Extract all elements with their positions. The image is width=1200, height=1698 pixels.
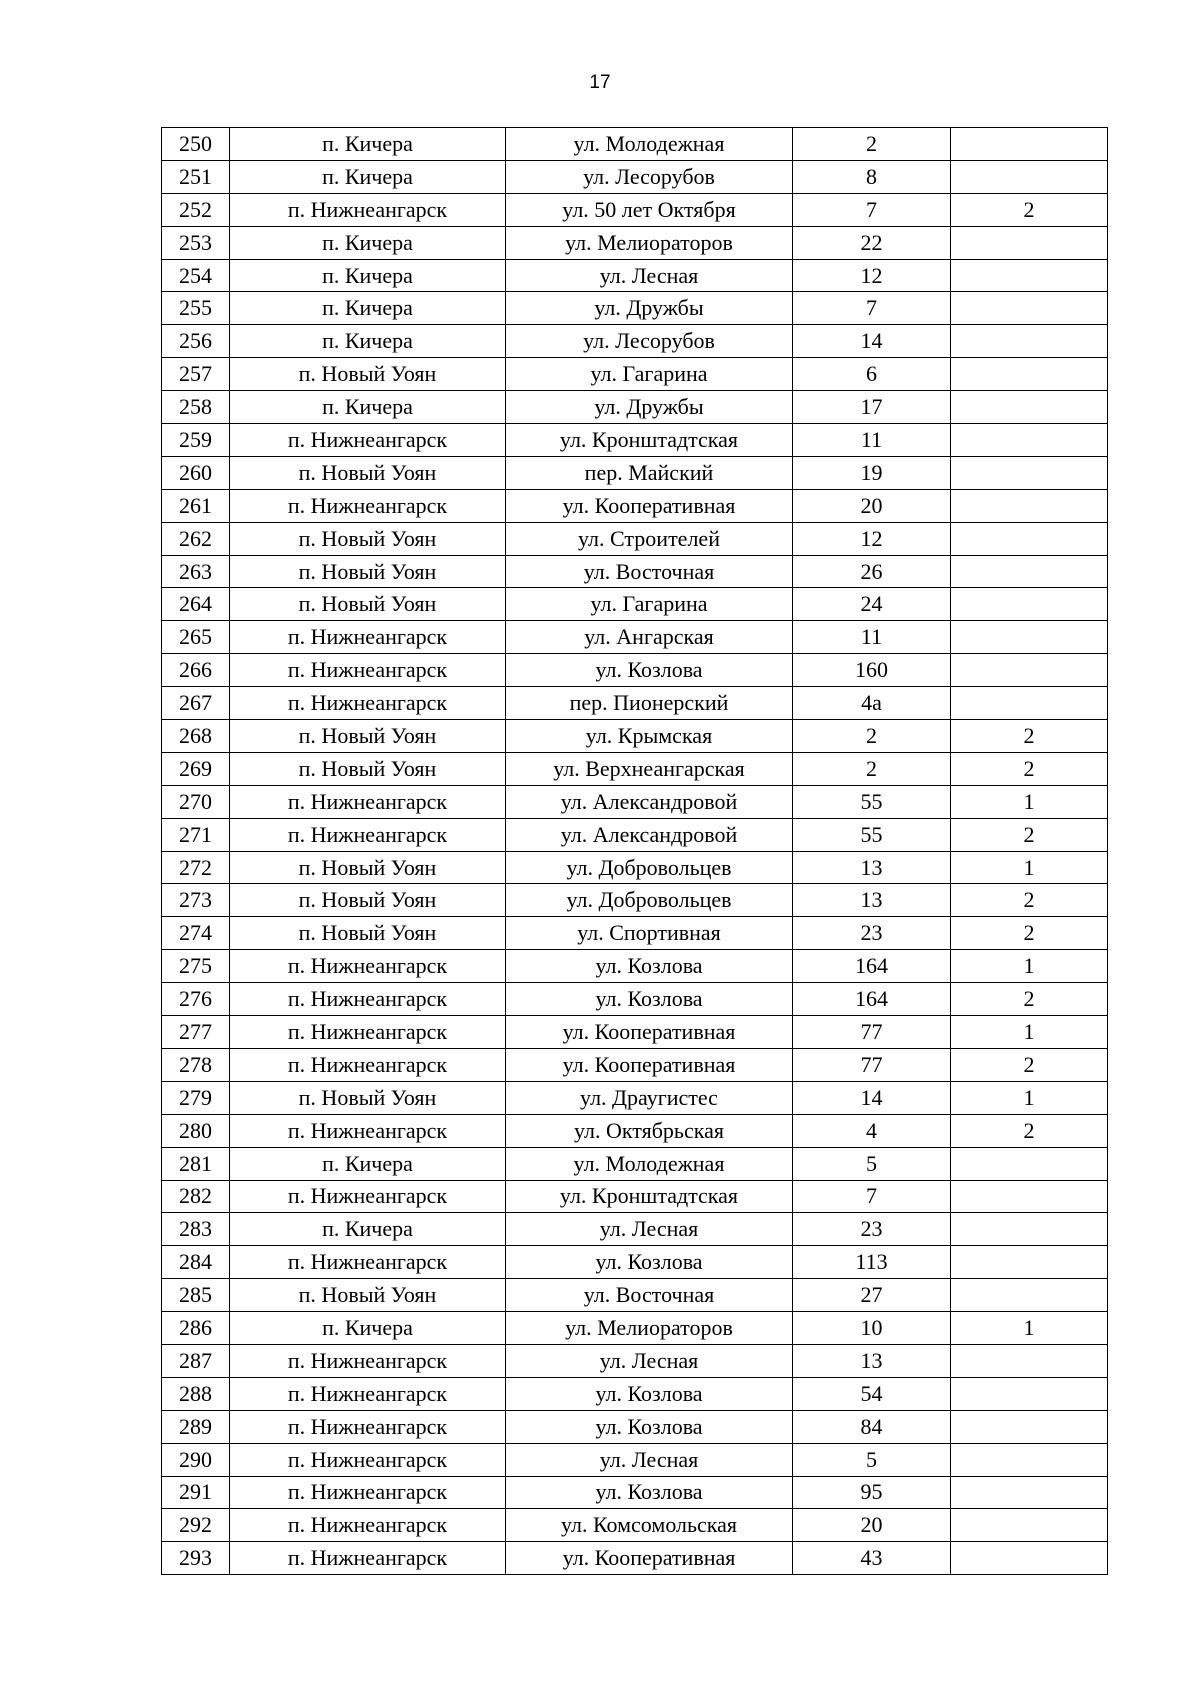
apartment-number-cell: 2 (951, 983, 1108, 1016)
apartment-number-cell (951, 1246, 1108, 1279)
street-cell: ул. Добровольцев (506, 884, 793, 917)
row-number-cell: 275 (162, 950, 230, 983)
table-row (162, 1180, 1108, 1213)
settlement-cell: п. Нижнеангарск (230, 1410, 506, 1443)
row-number-cell: 285 (162, 1279, 230, 1312)
apartment-number-cell (951, 325, 1108, 358)
street-cell: ул. Александровой (506, 785, 793, 818)
table-row (162, 1048, 1108, 1081)
street-cell: ул. Лесная (506, 1443, 793, 1476)
house-number-cell: 13 (793, 851, 951, 884)
street-cell: ул. Крымская (506, 720, 793, 753)
settlement-cell: п. Нижнеангарск (230, 1114, 506, 1147)
street-cell: ул. Козлова (506, 1246, 793, 1279)
apartment-number-cell (951, 424, 1108, 457)
settlement-cell: п. Новый Уоян (230, 1279, 506, 1312)
table-row (162, 588, 1108, 621)
table-row (162, 1016, 1108, 1049)
house-number-cell: 2 (793, 128, 951, 161)
settlement-cell: п. Кичера (230, 160, 506, 193)
street-cell: ул. Кооперативная (506, 1016, 793, 1049)
apartment-number-cell (951, 588, 1108, 621)
apartment-number-cell: 2 (951, 752, 1108, 785)
table-row (162, 785, 1108, 818)
house-number-cell: 164 (793, 950, 951, 983)
settlement-cell: п. Нижнеангарск (230, 950, 506, 983)
street-cell: ул. Кооперативная (506, 489, 793, 522)
settlement-cell: п. Новый Уоян (230, 720, 506, 753)
street-cell: ул. Строителей (506, 522, 793, 555)
apartment-number-cell: 1 (951, 1016, 1108, 1049)
street-cell: ул. Кронштадтская (506, 424, 793, 457)
row-number-cell: 252 (162, 193, 230, 226)
house-number-cell: 19 (793, 456, 951, 489)
street-cell: ул. Козлова (506, 983, 793, 1016)
row-number-cell: 257 (162, 358, 230, 391)
settlement-cell: п. Нижнеангарск (230, 489, 506, 522)
table-row (162, 1509, 1108, 1542)
house-number-cell: 26 (793, 555, 951, 588)
settlement-cell: п. Нижнеангарск (230, 1509, 506, 1542)
house-number-cell: 23 (793, 1213, 951, 1246)
street-cell: ул. Гагарина (506, 358, 793, 391)
row-number-cell: 279 (162, 1081, 230, 1114)
row-number-cell: 263 (162, 555, 230, 588)
street-cell: ул. Козлова (506, 1410, 793, 1443)
row-number-cell: 259 (162, 424, 230, 457)
row-number-cell: 282 (162, 1180, 230, 1213)
street-cell: ул. Спортивная (506, 917, 793, 950)
settlement-cell: п. Новый Уоян (230, 358, 506, 391)
apartment-number-cell (951, 292, 1108, 325)
apartment-number-cell (951, 1542, 1108, 1575)
row-number-cell: 260 (162, 456, 230, 489)
row-number-cell: 265 (162, 621, 230, 654)
table-row (162, 1476, 1108, 1509)
row-number-cell: 288 (162, 1377, 230, 1410)
settlement-cell: п. Нижнеангарск (230, 621, 506, 654)
apartment-number-cell: 2 (951, 917, 1108, 950)
table-row (162, 1147, 1108, 1180)
street-cell: ул. Козлова (506, 950, 793, 983)
table-row (162, 1542, 1108, 1575)
settlement-cell: п. Новый Уоян (230, 522, 506, 555)
house-number-cell: 20 (793, 489, 951, 522)
settlement-cell: п. Нижнеангарск (230, 1443, 506, 1476)
settlement-cell: п. Новый Уоян (230, 555, 506, 588)
row-number-cell: 293 (162, 1542, 230, 1575)
table-row (162, 621, 1108, 654)
table-row (162, 522, 1108, 555)
apartment-number-cell (951, 160, 1108, 193)
row-number-cell: 274 (162, 917, 230, 950)
apartment-number-cell (951, 1279, 1108, 1312)
row-number-cell: 290 (162, 1443, 230, 1476)
street-cell: пер. Майский (506, 456, 793, 489)
house-number-cell: 54 (793, 1377, 951, 1410)
table-row (162, 720, 1108, 753)
row-number-cell: 264 (162, 588, 230, 621)
row-number-cell: 267 (162, 687, 230, 720)
house-number-cell: 11 (793, 621, 951, 654)
apartment-number-cell (951, 522, 1108, 555)
settlement-cell: п. Кичера (230, 391, 506, 424)
house-number-cell: 13 (793, 884, 951, 917)
settlement-cell: п. Нижнеангарск (230, 818, 506, 851)
apartment-number-cell (951, 1180, 1108, 1213)
table-row (162, 160, 1108, 193)
row-number-cell: 261 (162, 489, 230, 522)
row-number-cell: 250 (162, 128, 230, 161)
house-number-cell: 7 (793, 1180, 951, 1213)
table-row (162, 1246, 1108, 1279)
settlement-cell: п. Кичера (230, 292, 506, 325)
row-number-cell: 255 (162, 292, 230, 325)
house-number-cell: 55 (793, 818, 951, 851)
table-row (162, 259, 1108, 292)
apartment-number-cell (951, 489, 1108, 522)
row-number-cell: 281 (162, 1147, 230, 1180)
street-cell: ул. Дружбы (506, 391, 793, 424)
table-row (162, 1213, 1108, 1246)
house-number-cell: 12 (793, 522, 951, 555)
street-cell: ул. Кооперативная (506, 1542, 793, 1575)
row-number-cell: 287 (162, 1344, 230, 1377)
settlement-cell: п. Новый Уоян (230, 752, 506, 785)
row-number-cell: 269 (162, 752, 230, 785)
apartment-number-cell: 1 (951, 1081, 1108, 1114)
apartment-number-cell (951, 358, 1108, 391)
street-cell: ул. Комсомольская (506, 1509, 793, 1542)
street-cell: ул. Молодежная (506, 1147, 793, 1180)
street-cell: ул. Восточная (506, 555, 793, 588)
row-number-cell: 283 (162, 1213, 230, 1246)
table-row (162, 983, 1108, 1016)
street-cell: ул. Мелиораторов (506, 226, 793, 259)
house-number-cell: 14 (793, 1081, 951, 1114)
house-number-cell: 6 (793, 358, 951, 391)
settlement-cell: п. Новый Уоян (230, 884, 506, 917)
table-row (162, 917, 1108, 950)
house-number-cell: 27 (793, 1279, 951, 1312)
table-row (162, 456, 1108, 489)
row-number-cell: 251 (162, 160, 230, 193)
street-cell: ул. Молодежная (506, 128, 793, 161)
address-table (161, 127, 1108, 1575)
apartment-number-cell (951, 687, 1108, 720)
street-cell: ул. Лесная (506, 259, 793, 292)
settlement-cell: п. Новый Уоян (230, 917, 506, 950)
table-row (162, 1114, 1108, 1147)
house-number-cell: 5 (793, 1443, 951, 1476)
apartment-number-cell (951, 1443, 1108, 1476)
house-number-cell: 2 (793, 752, 951, 785)
house-number-cell: 10 (793, 1312, 951, 1345)
street-cell: ул. Верхнеангарская (506, 752, 793, 785)
row-number-cell: 286 (162, 1312, 230, 1345)
settlement-cell: п. Нижнеангарск (230, 654, 506, 687)
table-row (162, 325, 1108, 358)
page-number: 17 (589, 72, 611, 93)
settlement-cell: п. Кичера (230, 325, 506, 358)
street-cell: ул. Лесная (506, 1344, 793, 1377)
house-number-cell: 22 (793, 226, 951, 259)
settlement-cell: п. Кичера (230, 1213, 506, 1246)
apartment-number-cell (951, 555, 1108, 588)
row-number-cell: 276 (162, 983, 230, 1016)
row-number-cell: 270 (162, 785, 230, 818)
settlement-cell: п. Кичера (230, 1147, 506, 1180)
street-cell: ул. Дружбы (506, 292, 793, 325)
settlement-cell: п. Новый Уоян (230, 456, 506, 489)
house-number-cell: 160 (793, 654, 951, 687)
table-row (162, 884, 1108, 917)
row-number-cell: 272 (162, 851, 230, 884)
apartment-number-cell (951, 1147, 1108, 1180)
apartment-number-cell (951, 456, 1108, 489)
apartment-number-cell (951, 1410, 1108, 1443)
apartment-number-cell: 2 (951, 884, 1108, 917)
street-cell: ул. Добровольцев (506, 851, 793, 884)
street-cell: ул. Кронштадтская (506, 1180, 793, 1213)
house-number-cell: 77 (793, 1048, 951, 1081)
apartment-number-cell: 1 (951, 950, 1108, 983)
settlement-cell: п. Нижнеангарск (230, 1377, 506, 1410)
table-row (162, 654, 1108, 687)
settlement-cell: п. Кичера (230, 1312, 506, 1345)
street-cell: ул. Козлова (506, 1476, 793, 1509)
table-row (162, 391, 1108, 424)
house-number-cell: 4 (793, 1114, 951, 1147)
row-number-cell: 253 (162, 226, 230, 259)
apartment-number-cell: 1 (951, 851, 1108, 884)
settlement-cell: п. Новый Уоян (230, 851, 506, 884)
apartment-number-cell (951, 128, 1108, 161)
house-number-cell: 13 (793, 1344, 951, 1377)
table-row (162, 1443, 1108, 1476)
table-row (162, 818, 1108, 851)
table-row (162, 292, 1108, 325)
table-row (162, 1279, 1108, 1312)
street-cell: ул. Октябрьская (506, 1114, 793, 1147)
street-cell: ул. 50 лет Октября (506, 193, 793, 226)
settlement-cell: п. Нижнеангарск (230, 785, 506, 818)
table-row (162, 424, 1108, 457)
table-row (162, 128, 1108, 161)
house-number-cell: 23 (793, 917, 951, 950)
house-number-cell: 95 (793, 1476, 951, 1509)
apartment-number-cell: 1 (951, 1312, 1108, 1345)
table-row (162, 752, 1108, 785)
row-number-cell: 280 (162, 1114, 230, 1147)
house-number-cell: 11 (793, 424, 951, 457)
settlement-cell: п. Новый Уоян (230, 588, 506, 621)
apartment-number-cell: 2 (951, 720, 1108, 753)
row-number-cell: 254 (162, 259, 230, 292)
table-row (162, 1410, 1108, 1443)
house-number-cell: 20 (793, 1509, 951, 1542)
house-number-cell: 164 (793, 983, 951, 1016)
apartment-number-cell (951, 226, 1108, 259)
row-number-cell: 268 (162, 720, 230, 753)
row-number-cell: 266 (162, 654, 230, 687)
apartment-number-cell (951, 1213, 1108, 1246)
apartment-number-cell (951, 654, 1108, 687)
apartment-number-cell: 2 (951, 1114, 1108, 1147)
apartment-number-cell: 2 (951, 193, 1108, 226)
apartment-number-cell (951, 1509, 1108, 1542)
house-number-cell: 12 (793, 259, 951, 292)
settlement-cell: п. Новый Уоян (230, 1081, 506, 1114)
row-number-cell: 258 (162, 391, 230, 424)
apartment-number-cell (951, 259, 1108, 292)
house-number-cell: 24 (793, 588, 951, 621)
house-number-cell: 2 (793, 720, 951, 753)
table-row (162, 687, 1108, 720)
street-cell: ул. Лесорубов (506, 325, 793, 358)
house-number-cell: 55 (793, 785, 951, 818)
street-cell: ул. Лесная (506, 1213, 793, 1246)
settlement-cell: п. Кичера (230, 226, 506, 259)
street-cell: ул. Восточная (506, 1279, 793, 1312)
settlement-cell: п. Нижнеангарск (230, 1048, 506, 1081)
house-number-cell: 17 (793, 391, 951, 424)
apartment-number-cell (951, 391, 1108, 424)
apartment-number-cell (951, 1476, 1108, 1509)
row-number-cell: 277 (162, 1016, 230, 1049)
row-number-cell: 256 (162, 325, 230, 358)
apartment-number-cell (951, 1377, 1108, 1410)
address-table-body (162, 128, 1108, 1575)
house-number-cell: 14 (793, 325, 951, 358)
settlement-cell: п. Нижнеангарск (230, 424, 506, 457)
row-number-cell: 278 (162, 1048, 230, 1081)
house-number-cell: 77 (793, 1016, 951, 1049)
row-number-cell: 273 (162, 884, 230, 917)
street-cell: ул. Козлова (506, 1377, 793, 1410)
table-row (162, 1312, 1108, 1345)
settlement-cell: п. Нижнеангарск (230, 1344, 506, 1377)
house-number-cell: 8 (793, 160, 951, 193)
street-cell: ул. Гагарина (506, 588, 793, 621)
settlement-cell: п. Кичера (230, 259, 506, 292)
settlement-cell: п. Нижнеангарск (230, 983, 506, 1016)
settlement-cell: п. Нижнеангарск (230, 193, 506, 226)
table-row (162, 555, 1108, 588)
table-row (162, 1344, 1108, 1377)
settlement-cell: п. Нижнеангарск (230, 1542, 506, 1575)
street-cell: ул. Драугистес (506, 1081, 793, 1114)
row-number-cell: 284 (162, 1246, 230, 1279)
apartment-number-cell: 2 (951, 818, 1108, 851)
apartment-number-cell: 2 (951, 1048, 1108, 1081)
table-row (162, 851, 1108, 884)
row-number-cell: 262 (162, 522, 230, 555)
settlement-cell: п. Нижнеангарск (230, 1476, 506, 1509)
street-cell: ул. Мелиораторов (506, 1312, 793, 1345)
house-number-cell: 84 (793, 1410, 951, 1443)
house-number-cell: 7 (793, 193, 951, 226)
table-row (162, 489, 1108, 522)
street-cell: пер. Пионерский (506, 687, 793, 720)
settlement-cell: п. Нижнеангарск (230, 687, 506, 720)
street-cell: ул. Александровой (506, 818, 793, 851)
house-number-cell: 43 (793, 1542, 951, 1575)
house-number-cell: 113 (793, 1246, 951, 1279)
table-row (162, 950, 1108, 983)
street-cell: ул. Лесорубов (506, 160, 793, 193)
table-row (162, 193, 1108, 226)
apartment-number-cell: 1 (951, 785, 1108, 818)
street-cell: ул. Кооперативная (506, 1048, 793, 1081)
settlement-cell: п. Кичера (230, 128, 506, 161)
row-number-cell: 291 (162, 1476, 230, 1509)
row-number-cell: 292 (162, 1509, 230, 1542)
street-cell: ул. Козлова (506, 654, 793, 687)
table-row (162, 1377, 1108, 1410)
house-number-cell: 4а (793, 687, 951, 720)
settlement-cell: п. Нижнеангарск (230, 1246, 506, 1279)
house-number-cell: 7 (793, 292, 951, 325)
apartment-number-cell (951, 621, 1108, 654)
settlement-cell: п. Нижнеангарск (230, 1180, 506, 1213)
row-number-cell: 289 (162, 1410, 230, 1443)
table-row (162, 1081, 1108, 1114)
house-number-cell: 5 (793, 1147, 951, 1180)
settlement-cell: п. Нижнеангарск (230, 1016, 506, 1049)
table-row (162, 226, 1108, 259)
street-cell: ул. Ангарская (506, 621, 793, 654)
apartment-number-cell (951, 1344, 1108, 1377)
row-number-cell: 271 (162, 818, 230, 851)
table-row (162, 358, 1108, 391)
